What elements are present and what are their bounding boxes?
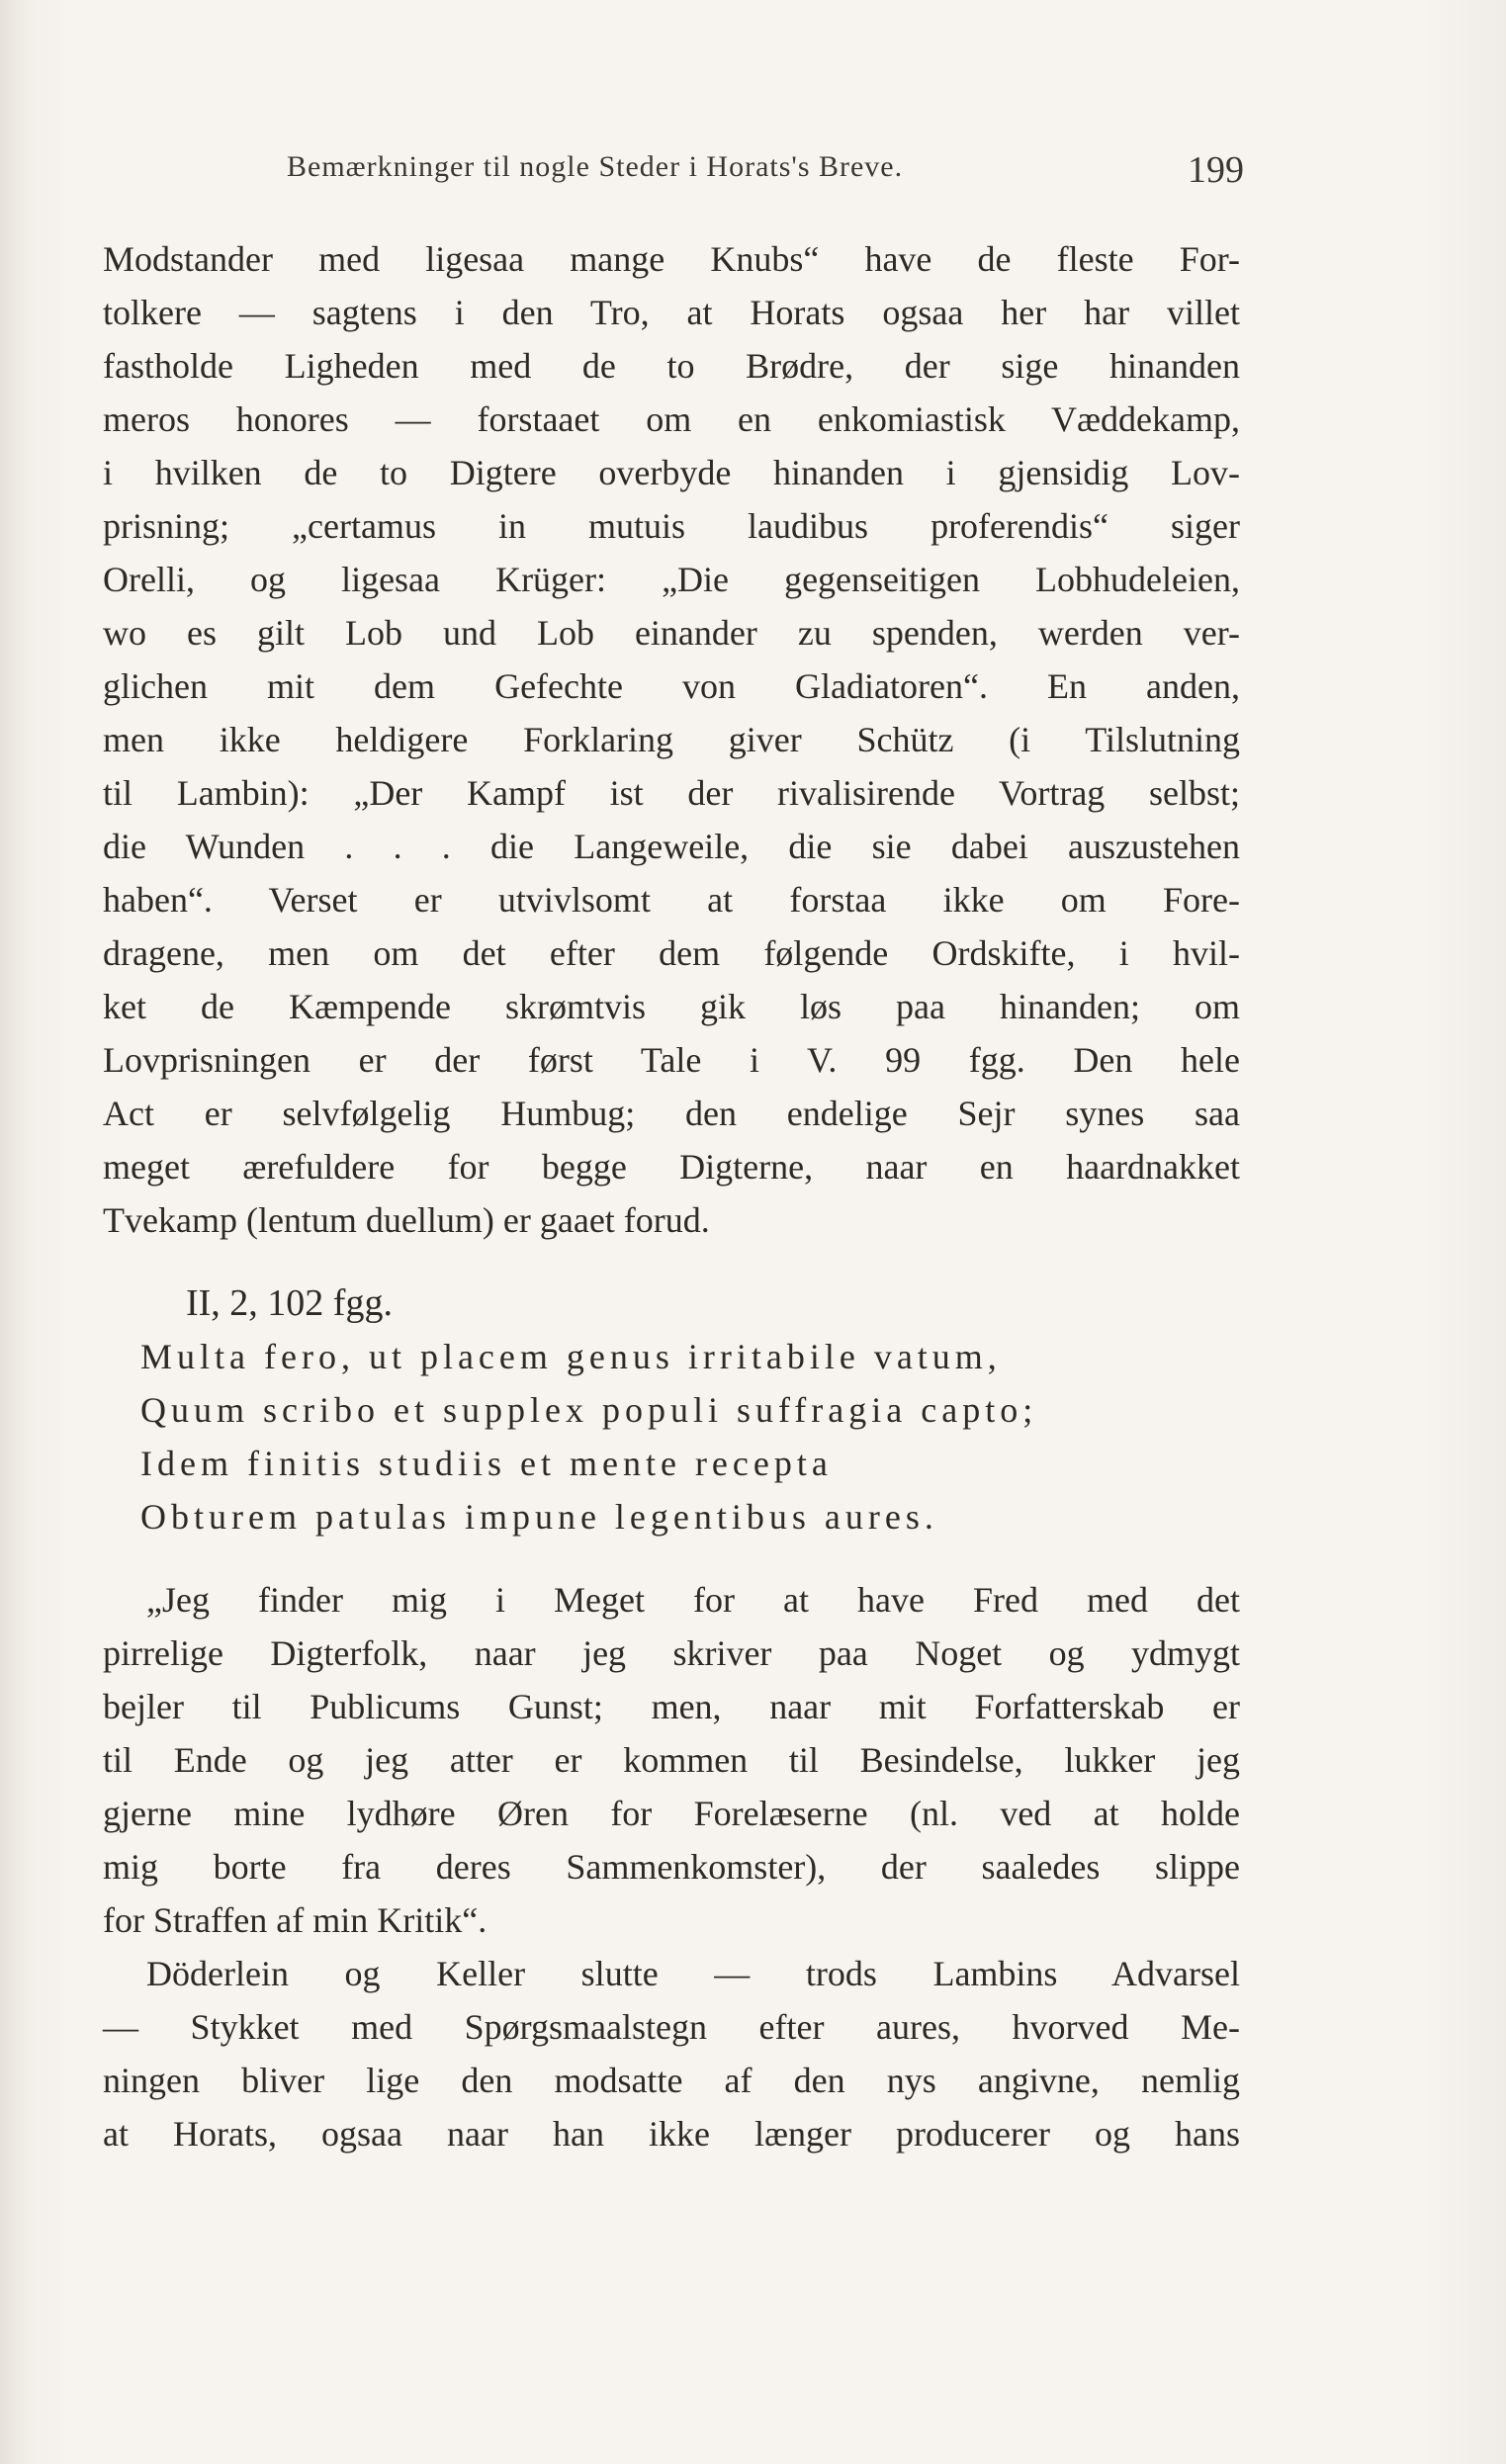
text-line: ningen bliver lige den modsatte af den nys angivne, nemlig [103,2061,1240,2100]
text-line: i hvilken de to Digtere overbyde hinanden i gjensidig Lov- [103,453,1240,492]
text-line: Lovprisningen er der først Tale i V. 99 fgg. Den hele [103,1040,1240,1080]
text-line: meget ærefuldere for begge Digterne, naar en haardnakket [103,1147,1240,1187]
text-line: dragene, men om det efter dem følgende Ordskifte, i hvil- [103,933,1240,973]
text-line: til Lambin): „Der Kampf ist der rivalisirende Vortrag selbst; [103,773,1240,813]
body-text [103,232,1240,2160]
spacer [103,1247,1240,1276]
text-line: „Jeg finder mig i Meget for at have Fred med det [146,1580,1240,1620]
paragraph-3 [103,1947,1240,2160]
verse-citation: II, 2, 102 fgg. [186,1282,393,1324]
text-line: at Horats, ogsaa naar han ikke længer producerer og hans [103,2114,1240,2154]
text-line: til Ende og jeg atter er kommen til Besindelse, lukker jeg [103,1740,1240,1780]
text-line: Tvekamp (lentum duellum) er gaaet forud. [103,1200,710,1240]
text-line: Act er selvfølgelig Humbug; den endelige Sejr synes saa [103,1094,1240,1133]
text-line: Döderlein og Keller slutte — trods Lambins Advarsel [146,1954,1240,1993]
text-line: glichen mit dem Gefechte von Gladiatoren“. En anden, [103,666,1240,706]
verse-line: Idem finitis studiis et mente recepta [140,1444,833,1483]
text-line: for Straffen af min Kritik“. [103,1900,487,1940]
text-line: gjerne mine lydhøre Øren for Forelæserne (nl. ved at holde [103,1794,1240,1833]
text-line: tolkere — sagtens i den Tro, at Horats ogsaa her har villet [103,293,1240,332]
spacer [103,1543,1240,1573]
text-line: bejler til Publicums Gunst; men, naar mit Forfatterskab er [103,1687,1240,1726]
text-line: prisning; „certamus in mutuis laudibus proferendis“ siger [103,506,1240,546]
text-line: pirrelige Digterfolk, naar jeg skriver paa Noget og ydmygt [103,1633,1240,1673]
page-number: 199 [1188,149,1244,191]
text-line: mig borte fra deres Sammenkomster), der saaledes slippe [103,1847,1240,1887]
text-line: Orelli, og ligesaa Krüger: „Die gegenseitigen Lobhudeleien, [103,560,1240,599]
verse-line: Multa fero, ut placem genus irritabile vatum, [140,1337,1002,1376]
text-line: ket de Kæmpende skrømtvis gik løs paa hinanden; om [103,987,1240,1026]
text-line: haben“. Verset er utvivlsomt at forstaa ikke om Fore- [103,880,1240,920]
text-line: fastholde Ligheden med de to Brødre, der sige hinanden [103,346,1240,386]
verse-line: Quum scribo et supplex populi suffragia capto; [140,1390,1038,1430]
text-line: die Wunden . . . die Langeweile, die sie dabei auszustehen [103,827,1240,866]
paragraph-2 [103,1573,1240,1947]
latin-verses [103,1330,1240,1543]
text-line: wo es gilt Lob und Lob einander zu spenden, werden ver- [103,613,1240,653]
text-line: Modstander med ligesaa mange Knubs“ have de fleste For- [103,239,1240,279]
text-line: — Stykket med Spørgsmaalstegn efter aures, hvorved Me- [103,2007,1240,2047]
running-header: Bemærkninger til nogle Steder i Horats's Breve. [287,150,904,183]
paragraph-1 [103,232,1240,1247]
verse-line: Obturem patulas impune legentibus aures. [140,1497,938,1537]
text-line: men ikke heldigere Forklaring giver Schütz (i Tilslutning [103,720,1240,759]
text-line: meros honores — forstaaet om en enkomiastisk Væddekamp, [103,399,1240,439]
